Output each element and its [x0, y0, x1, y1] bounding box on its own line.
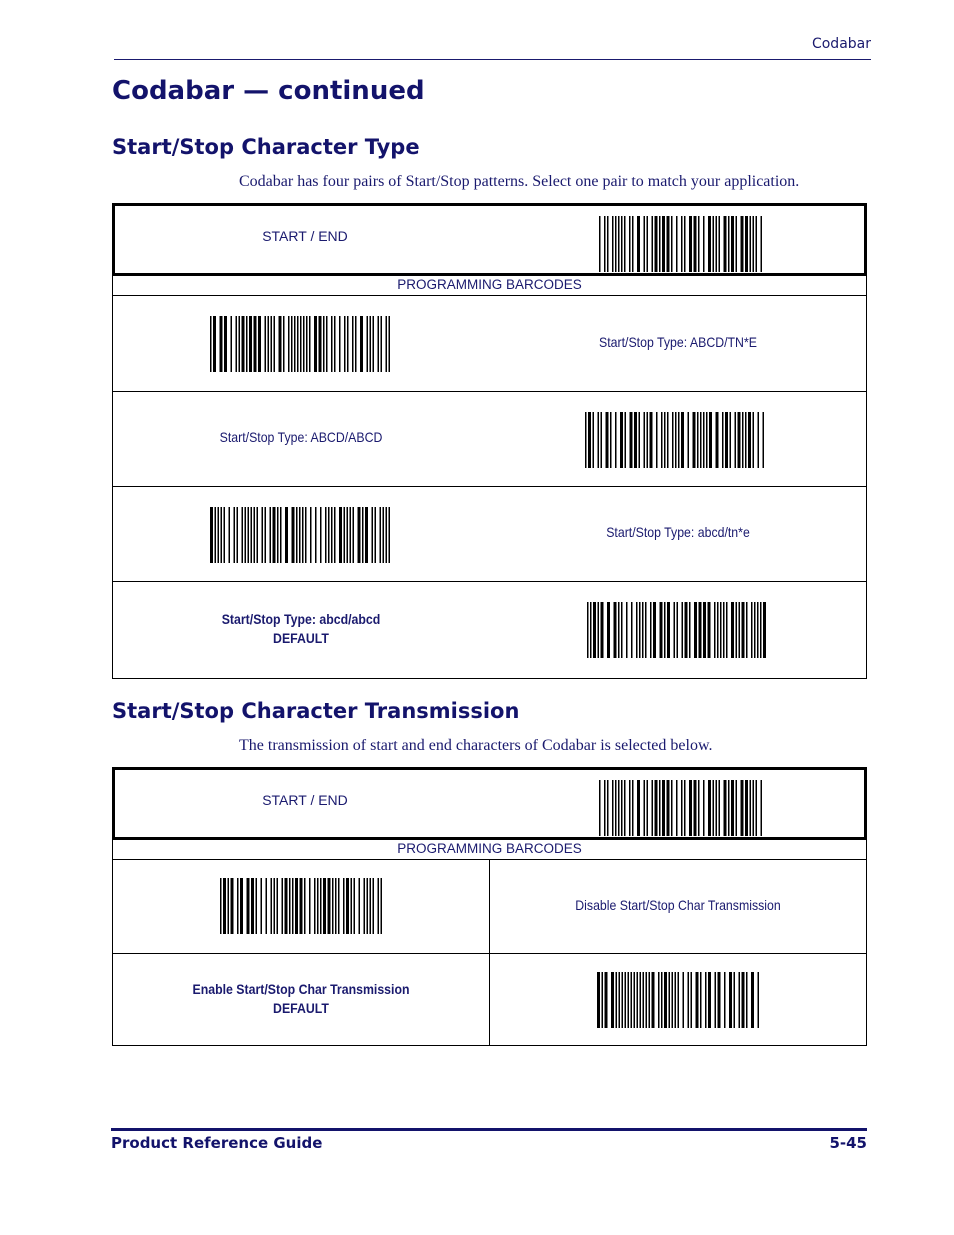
- option-barcode-abcd-tne-lower[interactable]: [210, 507, 390, 563]
- running-header: Codabar: [811, 36, 871, 52]
- footer-rule: [111, 1128, 867, 1131]
- programming-barcodes-label: PROGRAMMING BARCODES: [112, 276, 867, 296]
- option-barcode-abcd-abcd-lower[interactable]: [587, 602, 767, 658]
- start-end-label: START / END: [262, 792, 348, 808]
- option-label: Start/Stop Type: abcd/abcd: [221, 611, 381, 627]
- option-barcode-abcd-abcd[interactable]: [585, 412, 765, 468]
- section-intro-type: Codabar has four pairs of Start/Stop patterns. Select one pair to match your application.: [239, 173, 800, 190]
- option-row: [112, 953, 867, 1046]
- option-label: Start/Stop Type: ABCD/TN*E: [599, 334, 757, 350]
- option-label-default: [187, 980, 416, 1018]
- header-rule: [114, 59, 871, 60]
- option-label: Start/Stop Type: abcd/tn*e: [606, 524, 750, 540]
- option-barcode-enable-transmission[interactable]: [597, 972, 760, 1028]
- option-row: [112, 391, 867, 487]
- option-row: [112, 486, 867, 582]
- section-title-type: Start/Stop Character Type: [112, 135, 420, 159]
- option-label: Disable Start/Stop Char Transmission: [575, 897, 781, 913]
- column-divider: [489, 860, 490, 953]
- section-title-transmission: Start/Stop Character Transmission: [112, 699, 520, 723]
- start-end-label: START / END: [262, 228, 348, 244]
- option-label-default: [187, 610, 416, 648]
- option-row: [112, 295, 867, 392]
- default-tag: DEFAULT: [273, 630, 329, 646]
- page-title: Codabar — continued: [112, 76, 425, 106]
- programming-barcodes-label: PROGRAMMING BARCODES: [112, 840, 867, 860]
- start-end-barcode[interactable]: [599, 780, 762, 836]
- option-barcode-abcd-tne[interactable]: [210, 316, 390, 372]
- section-intro-transmission: The transmission of start and end characters of Codabar is selected below.: [239, 737, 713, 754]
- start-end-box: [112, 767, 867, 840]
- option-row: [112, 859, 867, 954]
- option-label: Enable Start/Stop Char Transmission: [192, 981, 410, 997]
- start-end-box: [112, 203, 867, 276]
- option-barcode-disable-transmission[interactable]: [220, 878, 383, 934]
- column-divider: [489, 954, 490, 1045]
- page-number: 5-45: [829, 1134, 867, 1152]
- option-label: Start/Stop Type: ABCD/ABCD: [219, 429, 383, 445]
- footer-guide-title: Product Reference Guide: [111, 1134, 323, 1152]
- default-tag: DEFAULT: [273, 1000, 329, 1016]
- start-end-barcode[interactable]: [599, 216, 762, 272]
- option-row: [112, 581, 867, 679]
